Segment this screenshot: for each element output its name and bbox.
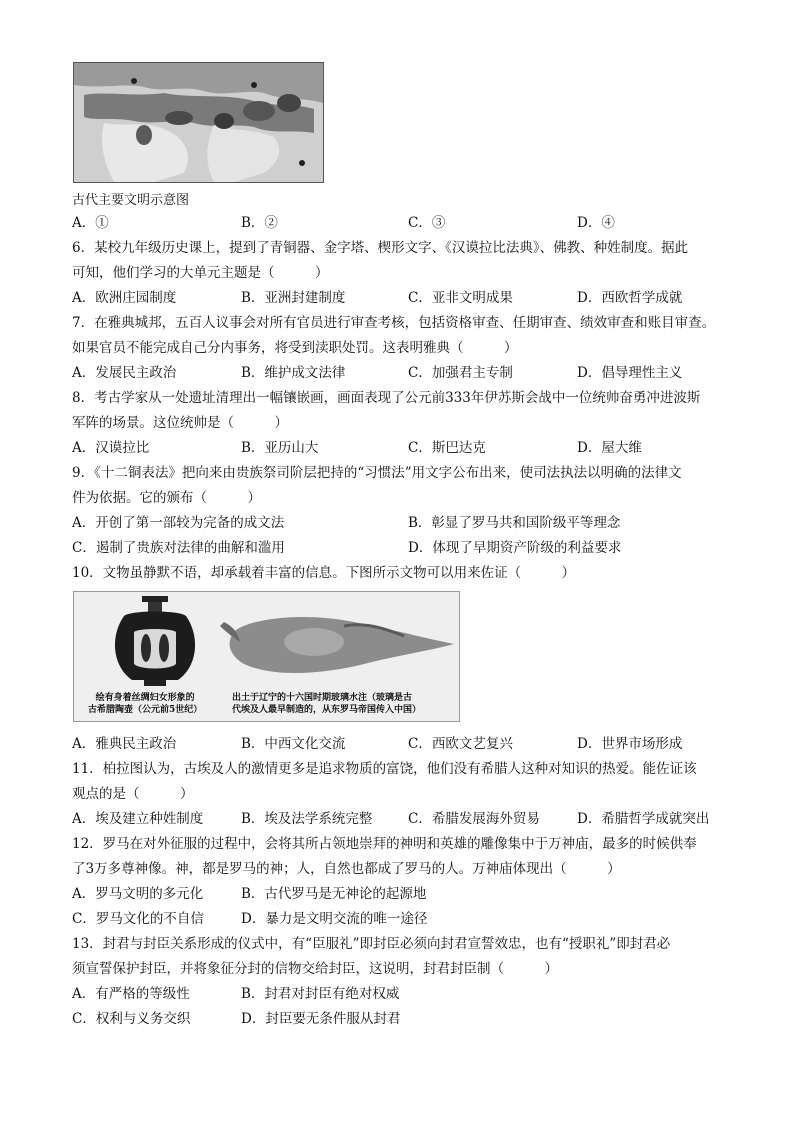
- map-caption: 古代主要文明示意图: [72, 193, 190, 208]
- q8-option-b: B．亚历山大: [241, 440, 319, 456]
- q9-option-c: C．遏制了贵族对法律的曲解和滥用: [72, 540, 285, 556]
- q5-option-c: C．③: [408, 215, 446, 231]
- q9-option-d: D．体现了早期资产阶级的利益要求: [408, 540, 622, 556]
- artifact-photos: [73, 591, 460, 722]
- q9-option-b: B．彰显了罗马共和国阶级平等理念: [408, 515, 621, 531]
- q11-option-b: B．埃及法学系统完整: [241, 811, 373, 827]
- q10-option-a: A．雅典民主政治: [72, 736, 177, 752]
- q7-option-b: B．维护成文法律: [241, 365, 346, 381]
- q13-option-c: C．权利与义务交织: [72, 1011, 191, 1027]
- q7-option-c: C．加强君主专制: [408, 365, 513, 381]
- q10-option-b: B．中西文化交流: [241, 736, 346, 752]
- q9-stem-line1: 9．《十二铜表法》把向来由贵族祭司阶层把持的“习惯法”用文字公布出来，使司法执法以明确的法律文: [72, 465, 682, 481]
- artifact-caption-right-line2: 代埃及人最早制造的，从东罗马帝国传入中国）: [232, 705, 422, 715]
- q6-option-d: D．西欧哲学成就: [577, 290, 683, 306]
- q13-stem-line1: 13．封君与封臣关系形成的仪式中，有“臣服礼”即封臣必须向封君宣誓效忠，也有“授职礼”即封君必: [72, 936, 671, 952]
- q11-option-d: D．希腊哲学成就突出: [577, 811, 710, 827]
- q12-stem-line1: 12．罗马在对外征服的过程中，会将其所占领地崇拜的神明和英雄的雕像集中于万神庙，最多的时候供奉: [72, 836, 697, 852]
- q6-option-a: A．欧洲庄园制度: [72, 290, 177, 306]
- map-illustration: [74, 63, 323, 182]
- q6-option-b: B．亚洲封建制度: [241, 290, 346, 306]
- artifact-caption-left-line2: 古希腊陶壶（公元前5世纪）: [88, 705, 203, 715]
- q13-option-a: A．有严格的等级性: [72, 986, 190, 1002]
- q7-option-d: D．倡导理性主义: [577, 365, 683, 381]
- q7-stem-line2: 如果官员不能完成自己分内事务，将受到渎职处罚。这表明雅典（ ）: [72, 340, 518, 356]
- q11-option-a: A．埃及建立种姓制度: [72, 811, 204, 827]
- q10-stem-line1: 10．文物虽静默不语，却承载着丰富的信息。下图所示文物可以用来佐证（ ）: [72, 565, 576, 581]
- q5-option-a: A．①: [72, 215, 109, 231]
- artifact-caption-right-line1: 出土于辽宁的十六国时期玻璃水注（玻璃是古: [232, 693, 413, 703]
- q12-option-c: C．罗马文化的不自信: [72, 911, 204, 927]
- q12-option-d: D．暴力是文明交流的唯一途径: [241, 911, 428, 927]
- q12-stem-line2: 了3万多尊神像。神，都是罗马的神；人，自然也都成了罗马的人。万神庙体现出（ ）: [72, 861, 621, 877]
- q13-option-d: D．封臣要无条件服从封君: [241, 1011, 401, 1027]
- q8-option-a: A．汉谟拉比: [72, 440, 150, 456]
- q7-stem-line1: 7．在雅典城邦，五百人议事会对所有官员进行审查考核，包括资格审查、任期审查、绩效审查和账目审查。: [72, 315, 716, 331]
- q7-option-a: A．发展民主政治: [72, 365, 177, 381]
- q8-option-d: D．屋大维: [577, 440, 642, 456]
- artifact-caption-left-line1: 绘有身着丝绸妇女形象的: [95, 693, 195, 703]
- q10-option-d: D．世界市场形成: [577, 736, 683, 752]
- q13-stem-line2: 须宣誓保护封臣，并将象征分封的信物交给封臣，这说明，封君封臣制（ ）: [72, 961, 558, 977]
- q11-stem-line1: 11．柏拉图认为，古埃及人的激情更多是追求物质的富饶，他们没有希腊人这种对知识的热爱。能佐证该: [72, 761, 697, 777]
- q5-option-b: B．②: [241, 215, 278, 231]
- q9-option-a: A．开创了第一部较为完备的成文法: [72, 515, 285, 531]
- q5-option-d: D．④: [577, 215, 615, 231]
- q13-option-b: B．封君对封臣有绝对权威: [241, 986, 400, 1002]
- q8-stem-line2: 军阵的场景。这位统帅是（ ）: [72, 415, 288, 431]
- q12-option-b: B．古代罗马是无神论的起源地: [241, 886, 427, 902]
- civilization-map-image: [73, 62, 324, 183]
- q8-stem-line1: 8．考古学家从一处遗址清理出一幅镶嵌画，画面表现了公元前333年伊苏斯会战中一位统帅奋勇冲进波斯: [72, 390, 701, 406]
- q9-stem-line2: 件为依据。它的颁布（ ）: [72, 490, 261, 506]
- q6-stem-line2: 可知，他们学习的大单元主题是（ ）: [72, 265, 329, 281]
- q12-option-a: A．罗马文明的多元化: [72, 886, 204, 902]
- q11-option-c: C．希腊发展海外贸易: [408, 811, 540, 827]
- q10-option-c: C．西欧文艺复兴: [408, 736, 513, 752]
- q6-stem-line1: 6．某校九年级历史课上，提到了青铜器、金字塔、楔形文字、《汉谟拉比法典》、佛教、种姓制度。据此: [72, 240, 689, 256]
- q11-stem-line2: 观点的是（ ）: [72, 786, 194, 802]
- q8-option-c: C．斯巴达克: [408, 440, 486, 456]
- q6-option-c: C．亚非文明成果: [408, 290, 513, 306]
